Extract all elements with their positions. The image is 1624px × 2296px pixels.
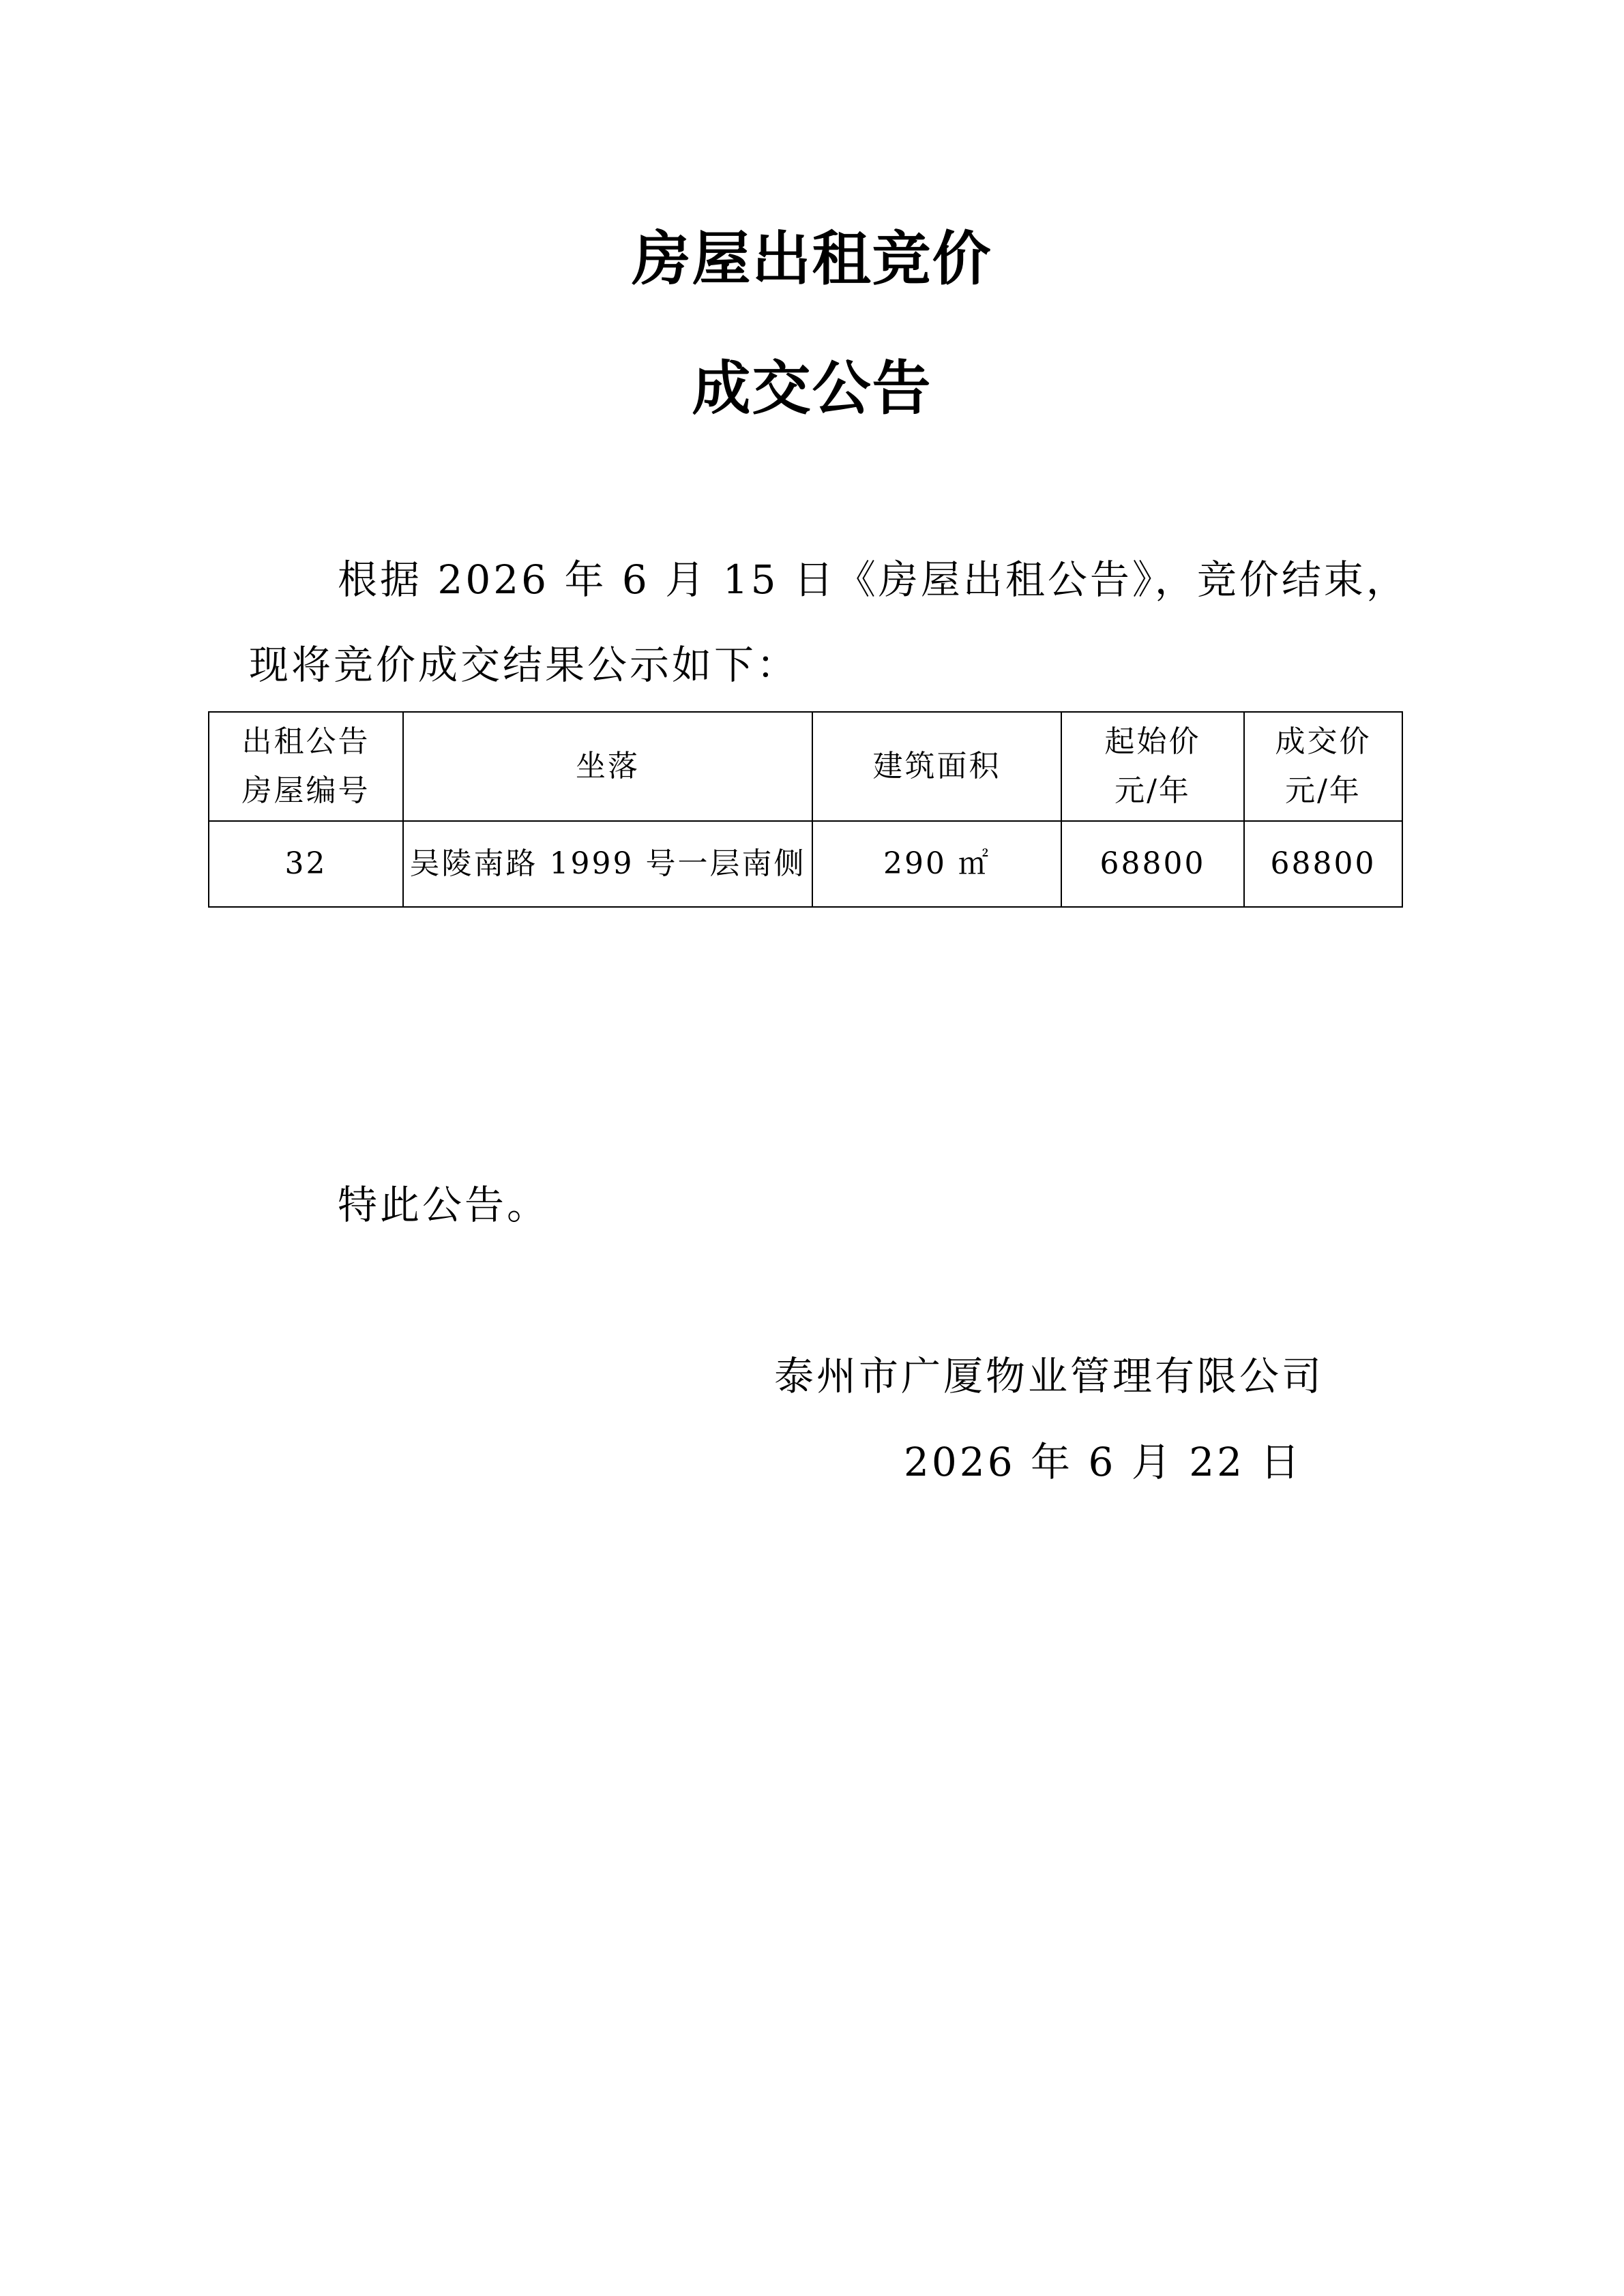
header-cell-line: 元/年 (1285, 773, 1361, 808)
header-cell-line: 房屋编号 (241, 773, 370, 808)
cell-listing-number: 32 (209, 821, 403, 907)
header-cell-line: 建筑面积 (872, 749, 1001, 784)
title-line-2: 成交公告 (692, 355, 932, 423)
table-header-row (209, 712, 1402, 821)
header-cell-line: 元/年 (1114, 773, 1191, 808)
header-location (403, 712, 812, 821)
signature-date: 2026 年 6 月 22 日 (904, 1439, 1303, 1485)
header-cell-line: 成交价 (1275, 724, 1372, 759)
cell-location: 吴陵南路 1999 号一层南侧 (403, 821, 812, 907)
closing-statement: 特此公告。 (338, 1182, 550, 1228)
header-cell-line: 坐落 (576, 749, 640, 784)
header-starting-price (1061, 712, 1244, 821)
title-line-1: 房屋出租竞价 (632, 225, 992, 293)
body-line-1: 根据 2026 年 6 月 15 日《房屋出租公告》，竞价结束， (338, 556, 1408, 603)
cell-final-price: 68800 (1244, 821, 1402, 907)
header-final-price (1244, 712, 1402, 821)
cell-starting-price: 68800 (1061, 821, 1244, 907)
header-floor-area (812, 712, 1061, 821)
result-table (208, 711, 1403, 908)
header-cell-line: 出租公告 (241, 724, 370, 759)
table-row (209, 821, 1402, 907)
signature-organization: 泰州市广厦物业管理有限公司 (774, 1353, 1325, 1399)
body-line-2: 现将竞价成交结果公示如下： (249, 642, 799, 688)
header-listing-number (209, 712, 403, 821)
header-cell-line: 起始价 (1104, 724, 1201, 759)
cell-floor-area: 290 ㎡ (812, 821, 1061, 907)
